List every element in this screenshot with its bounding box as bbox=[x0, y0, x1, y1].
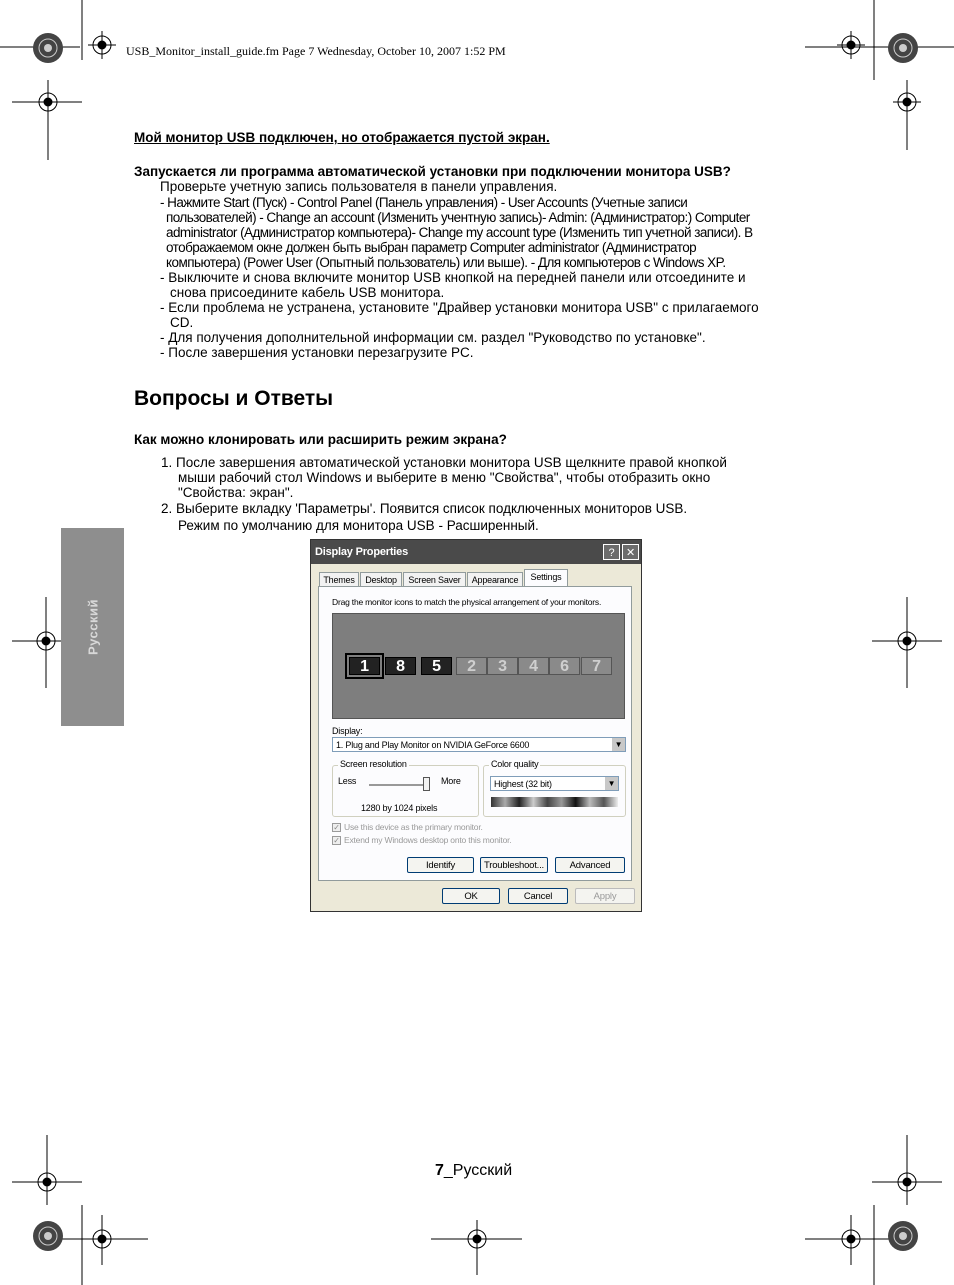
step5-text: - После завершения установки перезагрузите PC. bbox=[160, 345, 474, 360]
qa-heading: Вопросы и Ответы bbox=[134, 387, 334, 410]
page-label: _Русский bbox=[443, 1162, 513, 1179]
resolution-value: 1280 by 1024 pixels bbox=[361, 803, 438, 813]
ok-button[interactable]: OK bbox=[442, 888, 500, 904]
color-quality-select[interactable] bbox=[490, 776, 619, 791]
more-label: More bbox=[441, 776, 461, 786]
color-group-title: Color quality bbox=[491, 759, 539, 769]
qa-item1 bbox=[161, 455, 727, 500]
help-button[interactable]: ? bbox=[603, 544, 620, 560]
dialog-title: Display Properties bbox=[315, 546, 408, 558]
display-properties-dialog bbox=[310, 539, 642, 912]
advanced-button[interactable]: Advanced bbox=[555, 857, 625, 873]
apply-button[interactable]: Apply bbox=[575, 888, 635, 904]
step3-block bbox=[160, 300, 759, 330]
monitor-7-icon[interactable]: 7 bbox=[581, 657, 612, 675]
tab-appearance[interactable]: Appearance bbox=[467, 572, 523, 586]
qa-question: Как можно клонировать или расширить режим экрана? bbox=[134, 432, 507, 447]
step1-line: administrator (Администратор компьютера)- Change my account type (Изменить тип учетной записи). В bbox=[166, 225, 753, 240]
step3-line: - Если проблема не устранена, установите "Драйвер установки монитора USB" с прилагаемого bbox=[160, 300, 759, 315]
tab-themes[interactable]: Themes bbox=[319, 572, 359, 586]
chevron-down-icon: ▼ bbox=[605, 777, 618, 790]
monitor-4-icon[interactable]: 4 bbox=[518, 657, 549, 675]
print-header: USB_Monitor_install_guide.fm Page 7 Wednesday, October 10, 2007 1:52 PM bbox=[126, 44, 506, 58]
primary-monitor-checkbox[interactable]: ✓ bbox=[333, 823, 340, 832]
step1-block bbox=[160, 195, 753, 270]
dialog-title-bar bbox=[311, 540, 641, 564]
monitor-2-icon[interactable]: 2 bbox=[456, 657, 487, 675]
close-button[interactable]: ✕ bbox=[622, 544, 639, 560]
drag-instruction: Drag the monitor icons to match the physical arrangement of your monitors. bbox=[332, 597, 602, 607]
side-tab-label: Русский bbox=[85, 598, 100, 656]
primary-monitor-label: Use this device as the primary monitor. bbox=[344, 822, 483, 832]
item1-line: мыши рабочий стол Windows и выберите в меню "Свойства", чтобы отобразить окно bbox=[178, 470, 711, 485]
tab-settings[interactable]: Settings bbox=[524, 569, 568, 587]
step2-line: снова присоедините кабель USB монитора. bbox=[170, 285, 445, 300]
extend-desktop-checkbox[interactable]: ✓ bbox=[333, 836, 340, 845]
monitor-5-icon[interactable]: 5 bbox=[421, 657, 452, 675]
item2-line: 2. Выберите вкладку 'Параметры'. Появится список подключенных мониторов USB. bbox=[161, 501, 688, 516]
step1-line: - Нажмите Start (Пуск) - Control Panel (Панель управления) - User Accounts (Учетные записи bbox=[160, 195, 688, 210]
item2-line: Режим по умолчанию для монитора USB - Расширенный. bbox=[178, 518, 539, 533]
tab-screen-saver[interactable]: Screen Saver bbox=[403, 572, 466, 586]
resolution-group-title: Screen resolution bbox=[340, 759, 407, 769]
step2-block bbox=[160, 270, 746, 300]
step2-line: - Выключите и снова включите монитор USB кнопкой на передней панели или отсоедините и bbox=[160, 270, 746, 285]
question-heading: Запускается ли программа автоматической установки при подключении монитора USB? bbox=[134, 164, 731, 179]
step3-line: CD. bbox=[170, 315, 194, 330]
page-number: 7 bbox=[435, 1162, 444, 1179]
monitor-8-icon[interactable]: 8 bbox=[385, 657, 416, 675]
tab-desktop[interactable]: Desktop bbox=[360, 572, 402, 586]
troubleshoot-button[interactable]: Troubleshoot... bbox=[480, 857, 548, 873]
screen-resolution-group bbox=[332, 759, 479, 817]
color-quality-value: Highest (32 bit) bbox=[494, 779, 552, 789]
item1-line: 1. После завершения автоматической установки монитора USB щелкните правой кнопкой bbox=[161, 455, 727, 470]
step4-text: - Для получения дополнительной информации см. раздел "Руководство по установке". bbox=[160, 330, 706, 345]
display-select[interactable] bbox=[332, 737, 626, 752]
identify-button[interactable]: Identify bbox=[407, 857, 474, 873]
resolution-slider-track[interactable] bbox=[369, 784, 429, 786]
less-label: Less bbox=[338, 776, 357, 786]
monitor-3-icon[interactable]: 3 bbox=[487, 657, 518, 675]
display-select-value: 1. Plug and Play Monitor on NVIDIA GeForce 6600 bbox=[336, 740, 530, 750]
page-footer bbox=[435, 1162, 512, 1180]
step1-line: пользователей) - Change an account (Изменить учентную запись)- Admin: (Администратор:) Computer bbox=[166, 210, 750, 225]
settings-panel bbox=[318, 586, 632, 881]
qa-item2 bbox=[161, 500, 687, 534]
step1-line: компьютера) (Power User (Опытный пользователь) или выше). - Для компьютеров с Windows XP. bbox=[166, 255, 726, 270]
monitor-1-icon[interactable]: 1 bbox=[349, 657, 380, 675]
intro-text: Проверьте учетную запись пользователя в панели управления. bbox=[160, 179, 558, 194]
monitor-arrangement-area[interactable] bbox=[332, 613, 625, 719]
language-side-tab bbox=[61, 528, 124, 726]
extend-desktop-label: Extend my Windows desktop onto this monitor. bbox=[344, 835, 512, 845]
resolution-slider-thumb[interactable] bbox=[423, 777, 430, 791]
color-spectrum-bar bbox=[491, 797, 618, 807]
color-quality-group bbox=[483, 759, 626, 817]
cancel-button[interactable]: Cancel bbox=[508, 888, 568, 904]
item1-line: "Свойства: экран". bbox=[178, 485, 294, 500]
section-title: Мой монитор USB подключен, но отображается пустой экран. bbox=[134, 130, 550, 145]
step1-line: отображаемом окне должен быть выбран параметр Computer administrator (Администратор bbox=[166, 240, 697, 255]
chevron-down-icon: ▼ bbox=[612, 738, 625, 751]
display-label: Display: bbox=[332, 726, 363, 736]
monitor-6-icon[interactable]: 6 bbox=[549, 657, 580, 675]
